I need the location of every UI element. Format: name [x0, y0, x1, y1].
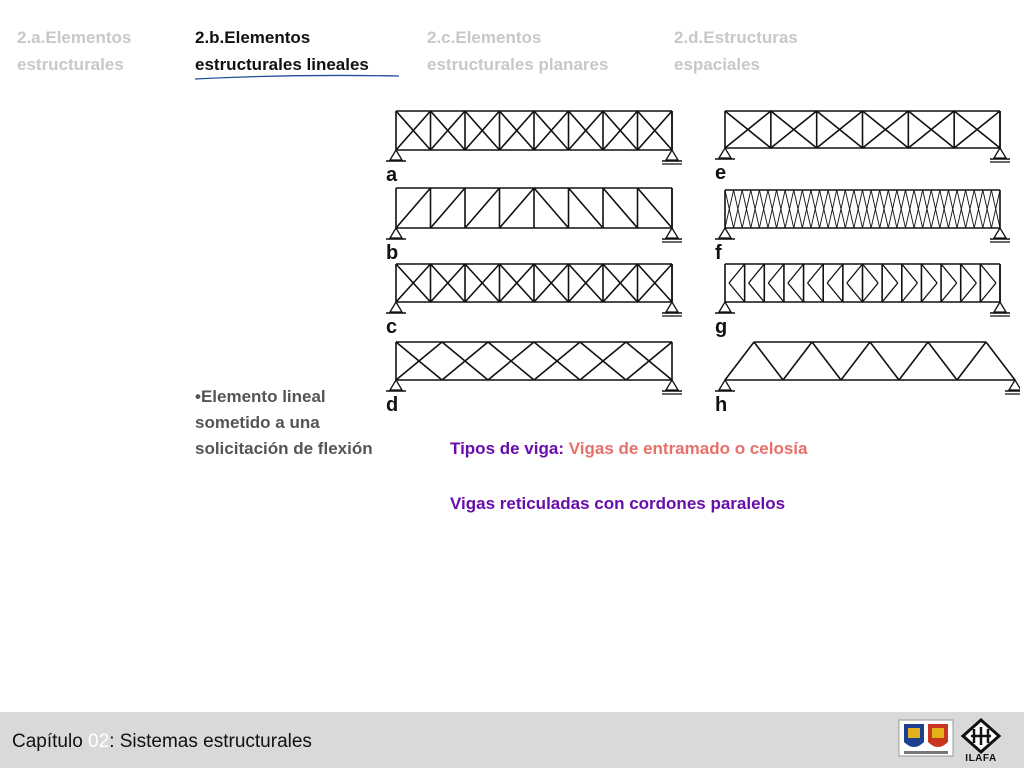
nav-tab-line2: espaciales	[674, 55, 761, 74]
beam-types-line	[450, 439, 807, 459]
ilafa-wordmark: ILAFA	[965, 753, 997, 764]
truss-d	[386, 342, 682, 416]
footer-chapter-number: 02	[88, 731, 110, 752]
nav-tab-line1: 2.d.Estructuras	[674, 28, 798, 47]
truss-label-e: e	[715, 162, 727, 184]
truss-label-b: b	[386, 242, 399, 264]
truss-b	[386, 188, 682, 264]
truss-f	[715, 190, 1010, 264]
truss-g	[715, 264, 1010, 338]
nav-tab-line1: 2.c.Elementos	[427, 28, 542, 47]
truss-label-c: c	[386, 316, 398, 338]
nav-tab-estructuras-espaciales[interactable]	[674, 24, 798, 78]
active-tab-underline	[194, 73, 400, 81]
footer-bar	[0, 712, 1024, 768]
truss-label-g: g	[715, 316, 728, 338]
truss-diagram	[380, 98, 1020, 418]
footer-suffix: : Sistemas estructurales	[109, 731, 312, 752]
beam-types-label: Tipos de viga:	[450, 439, 564, 458]
truss-h	[715, 342, 1020, 416]
ilafa-logo	[960, 718, 1002, 766]
truss-label-h: h	[715, 394, 728, 416]
nav-tab-line1: 2.b.Elementos	[195, 28, 311, 47]
beam-types-value: Vigas de entramado o celosía	[568, 439, 808, 458]
truss-label-d: d	[386, 394, 399, 416]
footer-prefix: Capítulo	[12, 731, 89, 752]
truss-types-figure	[380, 98, 1020, 418]
nav-tab-elementos-estructurales[interactable]	[17, 24, 131, 78]
bullet-text: •Elemento lineal sometido a una solicitación de flexión	[195, 387, 373, 458]
footer-logos	[898, 718, 1002, 766]
nav-tab-elementos-planares[interactable]	[427, 24, 608, 78]
ilafa-emblem-icon	[960, 718, 1002, 754]
truss-e	[715, 111, 1010, 184]
truss-a	[386, 111, 682, 186]
beam-subtitle: Vigas reticuladas con cordones paralelos	[450, 494, 786, 513]
truss-c	[386, 264, 682, 338]
nav-tab-line1: 2.a.Elementos	[17, 28, 132, 47]
truss-label-f: f	[715, 242, 722, 264]
footer-chapter	[12, 731, 312, 753]
nav-tab-elementos-lineales[interactable]	[195, 24, 369, 78]
truss-label-a: a	[386, 164, 398, 186]
nav-tab-line2: estructurales	[17, 55, 124, 74]
nav-tab-line2: estructurales planares	[427, 55, 609, 74]
university-crest-icon	[898, 718, 954, 758]
nav-tab-line2: estructurales lineales	[195, 55, 369, 74]
